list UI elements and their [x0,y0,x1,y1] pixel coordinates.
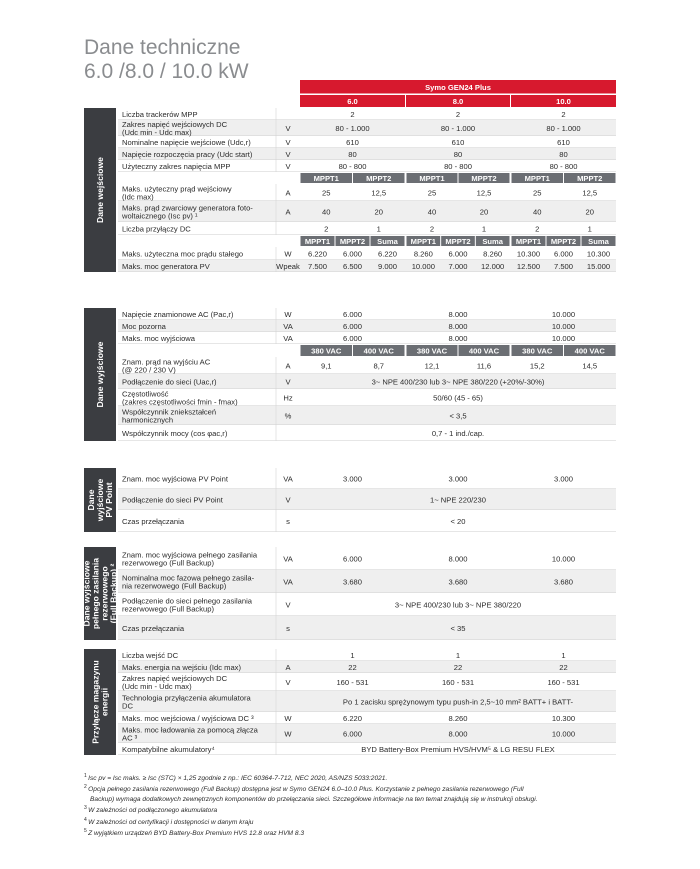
sub-header-label: 380 VAC [311,346,342,356]
row-value: 6.000 [342,309,363,319]
footnote-text: Isc pv = Isc maks. ≥ Isc (STC) × 1,25 zgodnie z np.: IEC 60364-7-712, NEC 2020, AS/NZS 5033:2021. [88,775,388,783]
row-label: Maks. energia na wejściu (Idc max) [122,662,242,672]
row-value: 6.220 [342,713,363,723]
row-unit: W [284,729,292,739]
footnote-text: W zależności od podłączonego akumulatora [88,807,218,815]
sub-header-label: MPPT1 [419,173,445,183]
row-value: 1 [561,650,566,660]
row-value: 6.220 [307,249,328,259]
row-label: Maks. użyteczna moc prądu stałego [122,249,244,259]
row-value: 8.260 [483,249,503,259]
footnote-mark: 1 [84,773,89,779]
row-value: 25 [427,188,437,198]
row-value: 160 - 531 [441,677,475,687]
row-label: Zakres napięć wejściowych DC [122,120,228,129]
row-value: 3.680 [342,577,363,587]
row-unit: V [285,600,291,610]
model-8.0: 8.0 [452,97,464,106]
row-value-span: 3~ NPE 400/230 lub 3~ NPE 380/220 (+20%/-30%) [371,377,545,387]
row-unit: V [285,137,291,147]
row-value: 160 - 531 [336,677,369,687]
row-unit: s [286,623,290,633]
row-unit: % [284,411,292,421]
row-value: 14,5 [582,361,598,371]
row-value: 80 [348,149,357,159]
row-label: Liczba przyłączy DC [122,224,191,234]
row-value: 80 - 800 [444,161,472,171]
sub-header-label: 400 VAC [468,346,500,356]
row-label: Współczynnik mocy (cos φac,r) [122,428,228,438]
footnote-2 [84,795,684,804]
row-label: Maks. użyteczny prąd wejściowy [122,184,232,194]
row-value-span: 3~ NPE 400/230 lub 3~ NPE 380/220 [394,600,522,610]
row-value: 8.260 [413,249,433,259]
row-value: 1 [376,224,381,234]
row-value: 12,1 [424,361,440,371]
row-value: 2 [535,224,540,234]
row-label-2: rezerwowego (Full Backup) [122,558,215,568]
row-unit: V [285,161,291,171]
row-value: 9,1 [320,361,332,371]
row-value: 20 [479,207,489,217]
footnote-mark: 5 [84,828,89,835]
row-label: Liczba wejść DC [122,650,179,660]
row-label-2: AC ³ [122,733,138,743]
row-unit: V [285,377,291,387]
row-label: Czas przełączania [122,623,185,633]
footnote-5 [84,827,684,838]
row-unit: W [284,713,292,723]
row-value: 7.500 [553,261,574,271]
row-label-2: rezerwowego (Full Backup) [122,604,215,614]
sub-header-label: MPPT2 [445,236,471,246]
row-value: 1 [455,650,461,660]
row-value: 22 [348,662,357,672]
sub-header-label: 380 VAC [522,346,553,356]
row-label: Maks. moc generatora PV [122,261,210,271]
row-label: Czas przełączania [122,516,185,526]
row-value: 11,6 [476,361,492,371]
row-value: 12.000 [481,261,505,271]
row-value: 1 [587,224,592,234]
product-name: Symo GEN24 Plus [425,83,491,92]
row-value: 2 [561,109,566,119]
row-label: Podłączenie do sieci pełnego zasilania [122,596,253,606]
model-6.0: 6.0 [347,97,358,106]
row-value: 7.000 [448,261,468,271]
row-value: 80 [453,149,463,159]
row-label: Znam. moc wyjściowa PV Point [122,474,228,484]
row-unit: VA [283,577,293,587]
row-value-span: 0,7 - 1 ind./cap. [431,428,485,438]
row-unit: V [285,677,291,687]
row-value: 10.000 [551,729,576,739]
model-10.0: 10.0 [556,97,571,106]
footnote-mark: 3 [84,805,89,812]
row-value: 7.500 [307,261,328,271]
row-label: Liczba trackerów MPP [122,109,198,119]
row-value: 20 [374,207,383,217]
footnote-mark: 4 [84,816,89,823]
row-unit: A [285,361,291,371]
row-value: 12,5 [582,188,598,198]
row-label: Kompatybilne akumulatory⁴ [122,744,215,754]
sub-header-label: MPPT2 [471,173,497,183]
footnote-1 [84,783,684,794]
row-value: 10.300 [586,249,611,259]
row-unit: Hz [283,393,293,403]
row-value: 3.680 [553,577,574,587]
sub-header-label: MPPT2 [550,236,577,246]
sub-header-label: MPPT1 [304,236,331,246]
row-value: 2 [429,224,435,234]
row-value: 40 [322,207,331,217]
row-value: 10.000 [551,321,576,331]
row-value: 40 [427,207,437,217]
row-value: 6.220 [377,249,398,259]
row-value: 8.000 [448,333,468,343]
row-value: 80 - 800 [338,161,367,171]
row-label-2: (@ 220 / 230 V) [122,365,176,375]
row-value: 160 - 531 [547,677,580,687]
row-value: 9.000 [377,261,398,271]
section-title-1: Dane wyjściowe [95,341,105,408]
row-value: 610 [346,137,359,147]
sub-header-label: 400 VAC [574,346,605,356]
section-title-3: Dane wyjściowe [81,560,92,627]
section-title-4: Przyłącze magazynu [90,660,101,744]
sub-header-label: Suma [588,236,609,246]
title-line-2: 6.0 /8.0 / 10.0 kW [84,60,249,83]
row-unit: A [285,188,291,198]
footnote-text: Backup) wymaga dodatkowych zewnętrznych komponentów do przełączania sieci. Szczegółowe informacje na ten temat znajdują się w instrukcji obsługi. [90,795,538,803]
row-unit: VA [283,554,293,564]
sub-header-label: MPPT1 [515,236,542,246]
row-value-span: < 3,5 [449,411,467,421]
footnote-4 [84,816,684,827]
row-value: 40 [533,207,542,217]
footnote-mark: 2 [84,784,89,791]
row-unit: V [285,149,291,159]
row-label: Podłączenie do sieci (Uac,r) [122,377,217,387]
row-value: 25 [322,188,331,198]
sub-header-label: MPPT2 [339,236,366,246]
row-label: Napięcie rozpoczęcia pracy (Udc start) [122,149,253,159]
row-value: 610 [557,137,570,147]
row-value: 3.680 [448,577,468,587]
row-label-2: woltaicznego (Isc pv) ¹ [122,211,198,221]
row-label: Maks. moc wejściowa / wyjściowa DC ³ [122,713,254,723]
sub-header-label: 380 VAC [416,346,448,356]
row-value: 20 [585,207,594,217]
row-value-span: Po 1 zacisku sprężynowym typu push-in 2,5~10 mm² BATT+ i BATT- [342,697,574,707]
sub-header-label: MPPT2 [577,173,603,183]
row-value: 610 [451,137,465,147]
row-label: Znam. moc wyjściowa pełnego zasilania [122,550,258,560]
row-value: 80 [559,149,568,159]
row-value: 3.000 [448,474,468,484]
sub-header-label: MPPT1 [313,173,339,183]
row-label: Napięcie znamionowe AC (Pac,r) [122,309,234,319]
row-value: 6.000 [342,729,363,739]
row-unit: VA [283,321,293,331]
sub-header-label: MPPT1 [410,236,436,246]
row-value-span: < 20 [450,516,466,526]
row-unit: V [285,495,291,505]
row-label: Częstotliwość [122,389,169,399]
footnote-0 [84,772,684,783]
row-unit: A [285,662,291,672]
row-value-span: 1~ NPE 220/230 [430,495,486,505]
row-unit: s [286,516,290,526]
row-value: 2 [350,109,355,119]
row-stripe [118,320,616,332]
row-value: 12,5 [371,188,387,198]
row-label-2: harmonicznych [122,415,174,425]
row-unit: V [285,123,291,133]
row-value: 6.000 [342,321,363,331]
row-value: 25 [533,188,542,198]
section-title-4: energii [99,687,110,717]
row-label: Nominalna moc fazowa pełnego zasila- [122,573,255,583]
title-line-1: Dane techniczne [84,36,241,59]
row-value: 10.000 [551,554,576,564]
row-value-span: 50/60 (45 - 65) [433,393,483,403]
sub-header-label: 400 VAC [363,346,394,356]
row-value: 80 - 1.000 [335,123,370,133]
row-value: 6.000 [342,249,363,259]
footnotes [84,772,684,839]
row-label-2: (Udc min - Udc max) [122,682,192,691]
row-value: 3.000 [342,474,363,484]
row-value: 15.000 [586,261,611,271]
row-unit: W [284,309,292,319]
row-value: 3.000 [553,474,574,484]
row-unit: VA [283,333,293,343]
row-label: Użyteczny zakres napięcia MPP [122,161,231,171]
row-value: 12,5 [476,188,492,198]
section-title-3: rezerwowego [99,566,110,621]
row-label: Zakres napięć wejściowych DC [122,674,228,683]
section-title-3: pełnego zasilania [90,557,101,630]
row-label-2: (zakres częstotliwości fmin - fmax) [122,397,238,407]
footnote-text: Z wyjątkiem urządzeń BYD Battery-Box Premium HVS 12.8 oraz HVM 8.3 [88,830,305,838]
sub-header-label: Suma [482,236,504,246]
footnote-text: Opcja pełnego zasilania rezerwowego (Full Backup) dostępna jest w Symo GEN24 6.0–10.0 Plus. Korzystanie z pełnego zasilania rezerwowego (Full [88,786,524,794]
row-value: 22 [559,662,568,672]
row-value: 6.000 [448,249,468,259]
row-value: 15,2 [529,361,545,371]
row-value: 2 [455,109,461,119]
row-value: 1 [350,650,355,660]
row-value: 2 [324,224,329,234]
row-label: Maks. moc wyjściowa [122,333,195,343]
row-unit: A [285,207,291,217]
row-value: 6.000 [342,333,363,343]
row-value-span: BYD Battery-Box Premium HVS/HVM⁵ & LG RESU FLEX [361,744,555,754]
row-label: Nominalne napięcie wejściowe (Udc,r) [122,137,251,147]
row-value: 8.000 [448,309,468,319]
row-value: 22 [453,662,463,672]
section-title-2: Dane [86,489,96,511]
row-value-span: < 35 [450,623,466,633]
section-title-2: wyjściowe [95,478,105,522]
row-label: Podłączenie do sieci PV Point [122,495,223,505]
row-label: Maks. prąd zwarciowy generatora foto- [122,203,253,213]
row-label-2: DC [122,701,133,711]
footnote-text: W zależności od certyfikacji i dostępności w danym kraju [88,818,254,826]
row-value: 8,7 [373,361,385,371]
row-value: 6.000 [342,554,363,564]
sub-header-label: Suma [377,236,398,246]
row-stripe [118,616,616,640]
footnote-3 [84,804,684,815]
row-value: 10.000 [551,309,576,319]
section-title-2: PV Point [104,482,114,518]
section-title-3: (Full Backup) ² [108,563,119,624]
row-label: Maks. moc ładowania za pomocą złącza [122,725,258,735]
row-value: 8.260 [448,713,468,723]
row-label-2: (Idc max) [122,192,154,202]
row-label: Współczynnik zniekształceń [122,407,217,417]
row-label: Moc pozorna [122,321,166,331]
row-value: 80 - 1.000 [440,123,476,133]
row-unit: VA [283,474,293,484]
row-label: Znam. prąd na wyjściu AC [122,357,211,367]
row-label-2: (Udc min - Udc max) [122,128,192,137]
row-label: Technologia przyłączenia akumulatora [122,693,251,703]
row-unit: Wpeak [276,261,300,271]
row-value: 1 [481,224,487,234]
row-value: 10.300 [516,249,541,259]
row-value: 8.000 [448,321,468,331]
row-value: 8.000 [448,554,468,564]
row-value: 8.000 [448,729,468,739]
sub-header-label: MPPT1 [524,173,550,183]
section-title-0: Dane wejściowe [95,157,105,223]
row-label-2: nia rezerwowego (Full Backup) [122,581,227,591]
row-value: 12.500 [516,261,541,271]
row-value: 80 - 1.000 [546,123,581,133]
row-value: 80 - 800 [549,161,578,171]
row-value: 6.000 [553,249,574,259]
row-value: 10.000 [411,261,435,271]
row-value: 10.300 [551,713,576,723]
sub-header-label: MPPT2 [366,173,392,183]
row-unit: W [284,249,292,259]
row-value: 10.000 [551,333,576,343]
row-value: 6.500 [342,261,363,271]
